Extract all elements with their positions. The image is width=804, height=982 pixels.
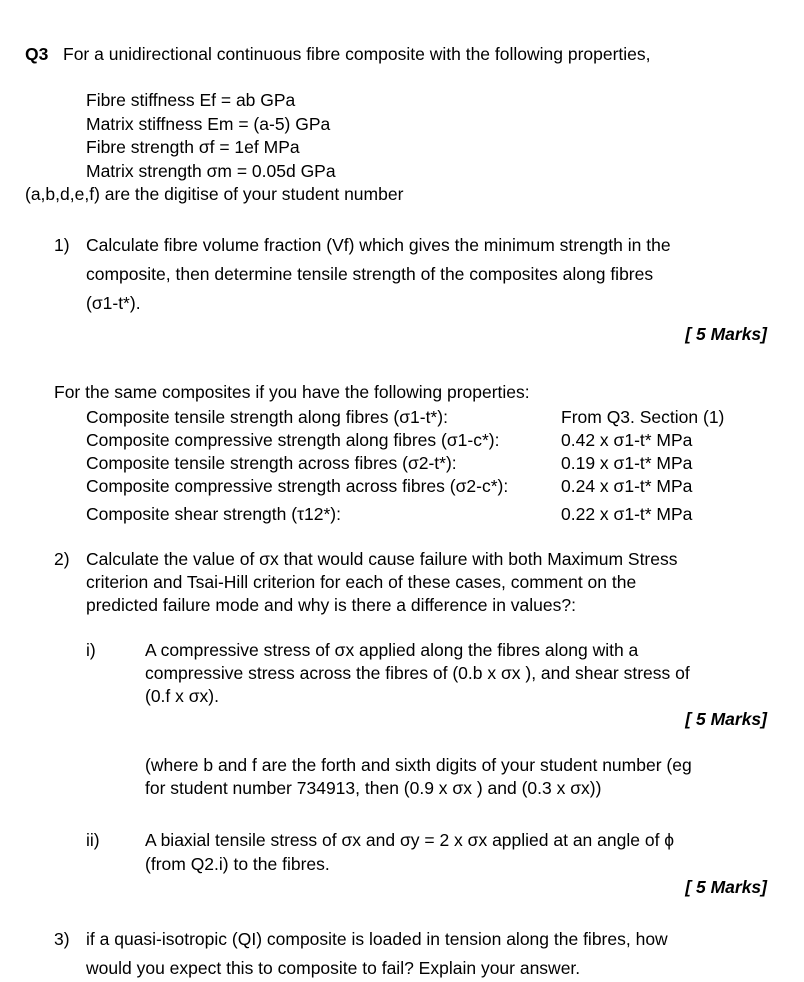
part2-i-number: i) bbox=[86, 640, 96, 660]
part2-line2: criterion and Tsai-Hill criterion for each of these cases, comment on the bbox=[86, 572, 637, 592]
part2-i-line2: compressive stress across the fibres of (0.b x σx ), and shear stress of bbox=[145, 663, 690, 683]
property-matrix-stiffness: Matrix stiffness Em = (a-5) GPa bbox=[86, 114, 331, 134]
part3-line1: if a quasi-isotropic (QI) composite is loaded in tension along the fibres, how bbox=[86, 929, 668, 949]
digits-note: (a,b,d,e,f) are the digitise of your student number bbox=[25, 184, 404, 204]
row-label-compressive-across: Composite compressive strength across fibres (σ2-c*): bbox=[86, 476, 509, 496]
part2-i-line3: (0.f x σx). bbox=[145, 686, 219, 706]
same-composites-intro: For the same composites if you have the following properties: bbox=[54, 382, 530, 402]
property-fibre-strength: Fibre strength σf = 1ef MPa bbox=[86, 137, 300, 157]
part2-i-note-line2: for student number 734913, then (0.9 x σx ) and (0.3 x σx)) bbox=[145, 778, 602, 798]
part1-number: 1) bbox=[54, 235, 70, 255]
row-value-tensile-across: 0.19 x σ1-t* MPa bbox=[561, 453, 693, 473]
part2-i-line1: A compressive stress of σx applied along the fibres along with a bbox=[145, 640, 639, 660]
row-value-shear: 0.22 x σ1-t* MPa bbox=[561, 504, 693, 524]
part2-line1: Calculate the value of σx that would cause failure with both Maximum Stress bbox=[86, 549, 678, 569]
part2-ii-line1: A biaxial tensile stress of σx and σy = 2 x σx applied at an angle of ϕ bbox=[145, 830, 675, 850]
part1-line3: (σ1-t*). bbox=[86, 293, 141, 313]
row-label-compressive-along: Composite compressive strength along fibres (σ1-c*): bbox=[86, 430, 500, 450]
question-number: Q3 bbox=[25, 44, 49, 64]
part2-number: 2) bbox=[54, 549, 70, 569]
row-value-compressive-across: 0.24 x σ1-t* MPa bbox=[561, 476, 693, 496]
part3-line2: would you expect this to composite to fail? Explain your answer. bbox=[86, 958, 581, 978]
part2-ii-line2: (from Q2.i) to the fibres. bbox=[145, 854, 330, 874]
part1-line2: composite, then determine tensile strength of the composites along fibres bbox=[86, 264, 654, 284]
row-value-tensile-along: From Q3. Section (1) bbox=[561, 407, 725, 427]
part3-number: 3) bbox=[54, 929, 70, 949]
part2-i-note-line1: (where b and f are the forth and sixth digits of your student number (eg bbox=[145, 755, 692, 775]
row-label-tensile-across: Composite tensile strength across fibres (σ2-t*): bbox=[86, 453, 457, 473]
property-fibre-stiffness: Fibre stiffness Ef = ab GPa bbox=[86, 90, 296, 110]
row-value-compressive-along: 0.42 x σ1-t* MPa bbox=[561, 430, 693, 450]
part2-ii-marks: [ 5 Marks] bbox=[685, 877, 767, 897]
question-intro: For a unidirectional continuous fibre composite with the following properties, bbox=[63, 44, 651, 64]
row-label-tensile-along: Composite tensile strength along fibres (σ1-t*): bbox=[86, 407, 448, 427]
part1-line1: Calculate fibre volume fraction (Vf) which gives the minimum strength in the bbox=[86, 235, 671, 255]
part2-line3: predicted failure mode and why is there a difference in values?: bbox=[86, 595, 576, 615]
row-label-shear: Composite shear strength (τ12*): bbox=[86, 504, 341, 524]
property-matrix-strength: Matrix strength σm = 0.05d GPa bbox=[86, 161, 336, 181]
part2-ii-number: ii) bbox=[86, 830, 100, 850]
part1-marks: [ 5 Marks] bbox=[685, 324, 767, 344]
part2-i-marks: [ 5 Marks] bbox=[685, 709, 767, 729]
